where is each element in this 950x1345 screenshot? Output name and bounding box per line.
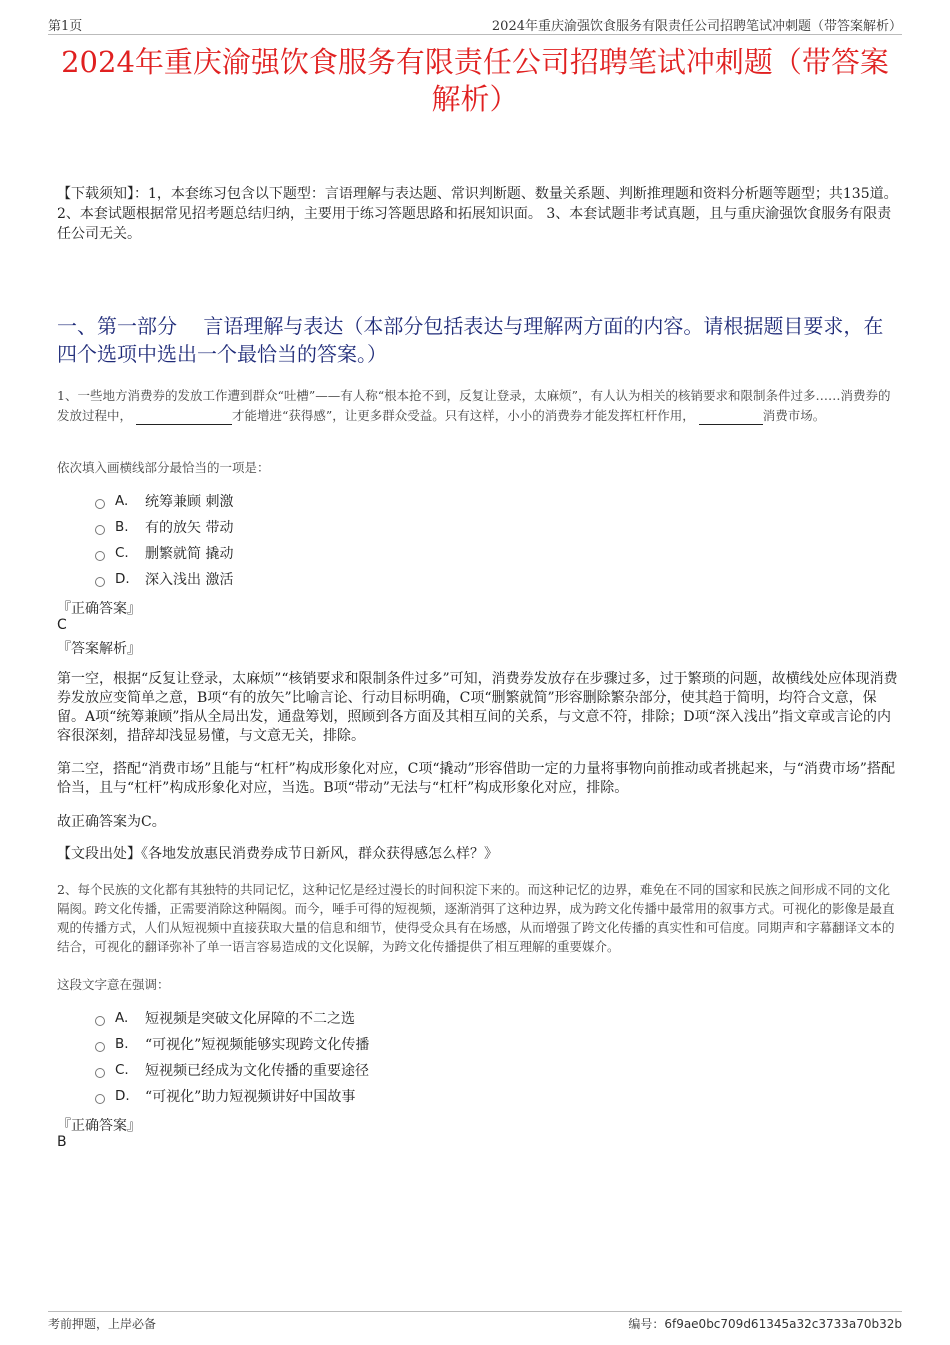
analysis-conclusion: 故正确答案为C。 <box>57 814 166 830</box>
answer-value: C <box>57 617 67 633</box>
radio-icon[interactable] <box>95 1016 105 1026</box>
page-number: 第1页 <box>48 19 83 34</box>
question-1-text-part-a: 1、一些地方消费券的发放工作遭到群众“吐槽”——有人称“根本抢不到，反复让登录，太麻烦”，有人认为相关的核销要求和限制条件过多……消费券的发放过程中， <box>57 388 891 423</box>
radio-icon[interactable] <box>95 577 105 587</box>
radio-icon[interactable] <box>95 525 105 535</box>
option-b[interactable]: B. 有的放矢 带动 <box>95 514 233 540</box>
answer-value: B <box>57 1134 67 1150</box>
footer-slogan: 考前押题，上岸必备 <box>48 1317 157 1331</box>
question-2-text: 2、每个民族的文化都有其独特的共同记忆，这种记忆是经过漫长的时间积淀下来的。而这种记忆的边界，难免在不同的国家和民族之间形成不同的文化隔阂。跨文化传播，正需要消除这种隔阂。而今，唾手可得的短视频，逐渐消弭了这种边界，成为跨文化传播中最常用的叙事方式。可视化的影像是最直观的传播方式，人们从短视频中直接获取大量的信息和细节，使得受众具有在场感，从而增强了跨文化传播的真实性和可信度。同期声和字幕翻译文本的结合，可视化的翻译弥补了单一语言容易造成的文化误解，为跨文化传播提供了相互理解的重要媒介。 <box>57 882 895 954</box>
question-1-text-part-c: 消费市场。 <box>762 408 826 423</box>
download-notice: 【下载须知】：1，本套练习包含以下题型：言语理解与表达题、常识判断题、数量关系题、判断推理题和资料分析题等题型；共135道。 2、本套试题根据常见招考题总结归纳，主要用于练习答题思路和拓展知识面。 3、本套试题非考试真题，且与重庆渝强饮食服务有限责任公司无关。 <box>57 186 898 242</box>
page-footer <box>48 1311 902 1334</box>
question-1-text-part-b: 才能增进“获得感”，让更多群众受益。只有这样，小小的消费券才能发挥杠杆作用， <box>232 408 695 423</box>
option-b[interactable]: B. “可视化”短视频能够实现跨文化传播 <box>95 1031 369 1057</box>
question-1-prompt: 依次填入画横线部分最恰当的一项是： <box>57 460 270 475</box>
document-title: 2024年重庆渝强饮食服务有限责任公司招聘笔试冲刺题（带答案解析） <box>61 45 889 116</box>
option-c[interactable]: C. 短视频已经成为文化传播的重要途径 <box>95 1057 369 1083</box>
option-d[interactable]: D. “可视化”助力短视频讲好中国故事 <box>95 1083 369 1109</box>
analysis-paragraph-1: 第一空，根据“反复让登录，太麻烦”“核销要求和限制条件过多”可知，消费券发放存在步骤过多，过于繁琐的问题，故横线处应体现消费券发放应变简单之意，B项“有的放矢”比喻言论、行动目标明确，C项“删繁就简”形容删除繁杂部分，使其趋于简明，均符合文意，保留。A项“统筹兼顾”指从全局出发，通盘筹划，照顾到各方面及其相互间的关系，与文意不符，排除；D项“深入浅出”指文章或言论的内容很深刻，措辞却浅显易懂，与文意无关，排除。 <box>57 671 898 744</box>
radio-icon[interactable] <box>95 1094 105 1104</box>
analysis-label: 『答案解析』 <box>57 641 141 657</box>
source-reference: 【文段出处】《各地发放惠民消费券成节日新风，群众获得感怎么样？》 <box>57 846 498 862</box>
answer-label: 『正确答案』 <box>57 1118 141 1134</box>
fill-blank-1 <box>136 405 232 425</box>
answer-label: 『正确答案』 <box>57 601 141 617</box>
question-1-text <box>57 386 898 425</box>
radio-icon[interactable] <box>95 551 105 561</box>
footer-code: 编号：6f9ae0bc709d61345a32c3733a70b32b <box>628 1317 902 1331</box>
option-a[interactable]: A. 统筹兼顾 刺激 <box>95 488 233 514</box>
option-a[interactable]: A. 短视频是突破文化屏障的不二之选 <box>95 1005 369 1031</box>
question-2-prompt: 这段文字意在强调： <box>57 977 170 992</box>
question-2-options <box>95 1005 369 1109</box>
question-1-options <box>95 488 233 592</box>
section-heading: 一、第一部分 言语理解与表达（本部分包括表达与理解两方面的内容。请根据题目要求，在四个选项中选出一个最恰当的答案。） <box>57 314 884 366</box>
page-header <box>48 14 902 35</box>
radio-icon[interactable] <box>95 1068 105 1078</box>
fill-blank-2 <box>699 405 763 425</box>
header-doc-title: 2024年重庆渝强饮食服务有限责任公司招聘笔试冲刺题（带答案解析） <box>491 19 902 34</box>
option-c[interactable]: C. 删繁就简 撬动 <box>95 540 233 566</box>
radio-icon[interactable] <box>95 499 105 509</box>
radio-icon[interactable] <box>95 1042 105 1052</box>
analysis-paragraph-2: 第二空，搭配“消费市场”且能与“杠杆”构成形象化对应，C项“撬动”形容借助一定的力量将事物向前推动或者挑起来，与“消费市场”搭配恰当，且与“杠杆”构成形象化对应，当选。B项“带动”无法与“杠杆”构成形象化对应，排除。 <box>57 761 895 796</box>
option-d[interactable]: D. 深入浅出 激活 <box>95 566 233 592</box>
